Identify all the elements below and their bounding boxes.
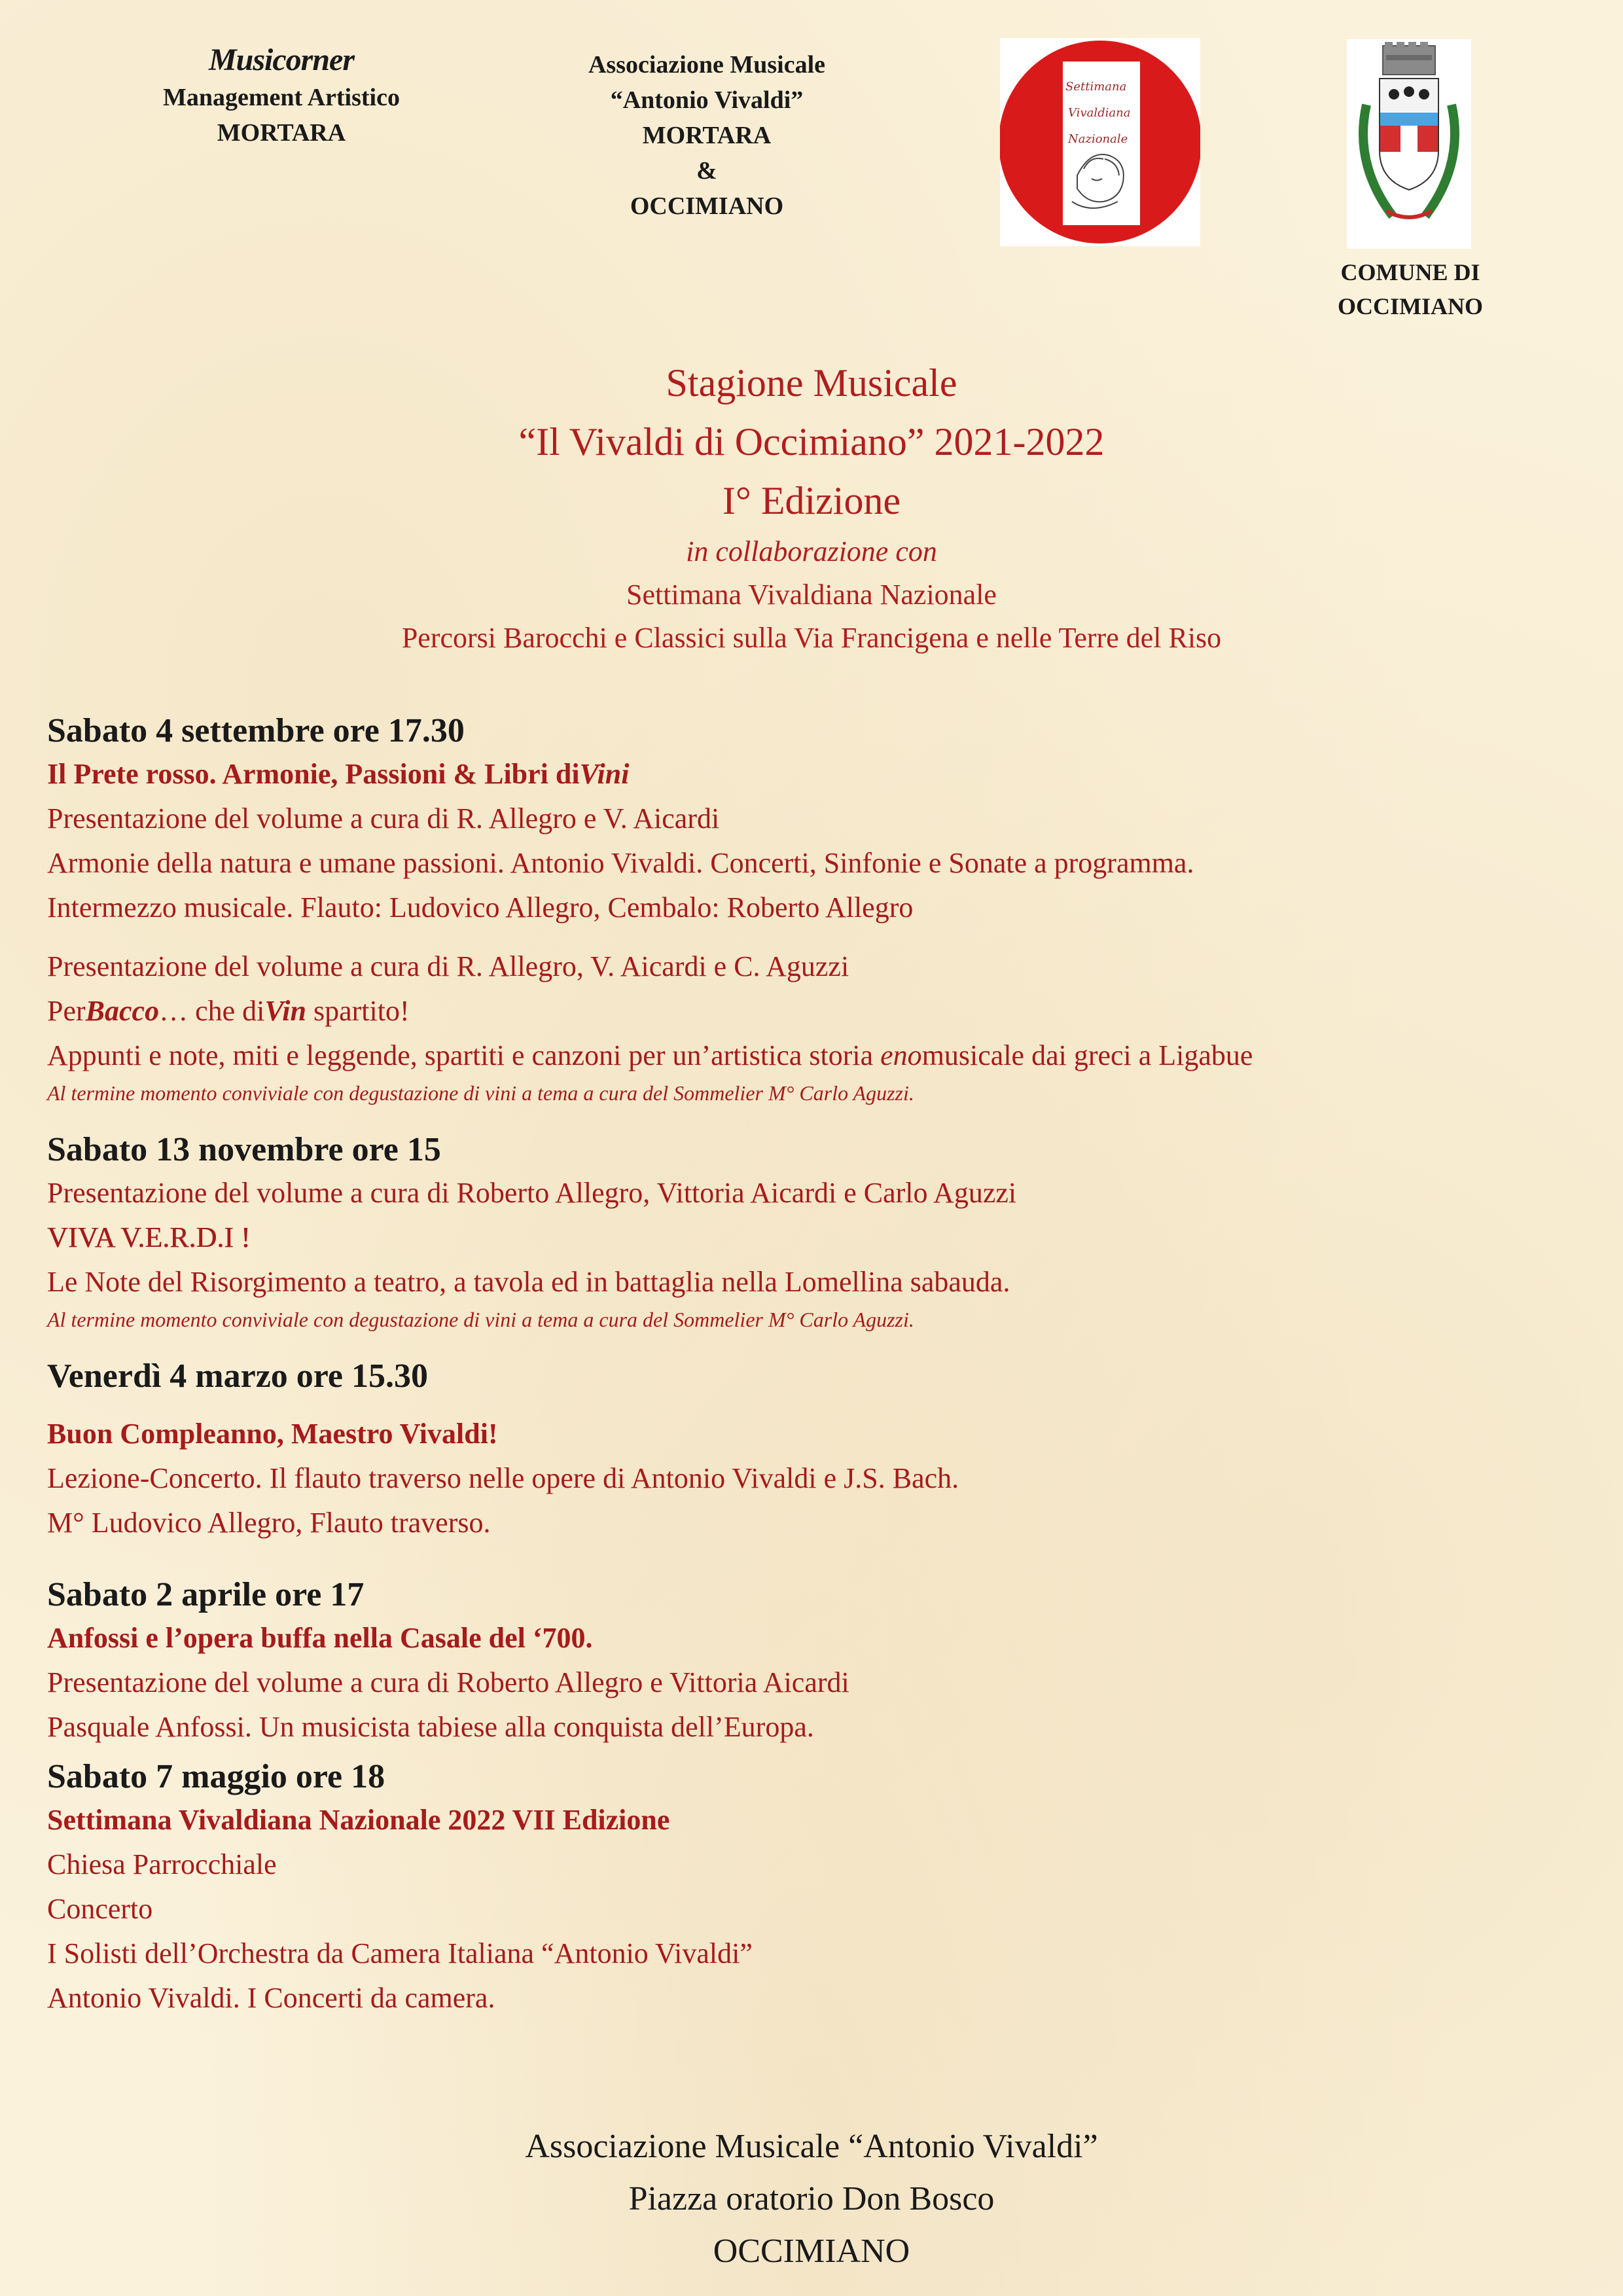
event-line: Armonie della natura e umane passioni. Antonio Vivaldi. Concerti, Sinfonie e Sonate a programma.: [47, 847, 1194, 879]
event-title-italic: Vini: [579, 758, 630, 790]
comune-label: [1302, 255, 1518, 323]
event-line: Le Note del Risorgimento a teatro, a tavola ed in battaglia nella Lomellina sabauda.: [47, 1266, 1010, 1298]
logo-text-3: Nazionale: [1068, 132, 1128, 146]
musicorner-subtitle: Management Artistico: [163, 84, 400, 111]
musicorner-city: MORTARA: [217, 119, 346, 147]
edition-label: I° Edizione: [722, 479, 901, 522]
event-note: Al termine momento conviviale con degustazione di vini a tema a cura del Sommelier M° Carlo Aguzzi.: [47, 1081, 914, 1105]
logo-text-1: Settimana: [1065, 80, 1127, 94]
footer-city: OCCIMIANO: [713, 2233, 910, 2270]
event-line: Presentazione del volume a cura di Roberto Allegro, Vittoria Aicardi e Carlo Aguzzi: [47, 1177, 1017, 1209]
text-span: … che di: [159, 995, 265, 1027]
musicorner-brand: Musicorner: [208, 43, 355, 77]
event-line: I Solisti dell’Orchestra da Camera Italiana “Antonio Vivaldi”: [47, 1937, 753, 1969]
season-name: “Il Vivaldi di Occimiano” 2021-2022: [518, 420, 1105, 463]
text-span-italic: eno: [880, 1039, 922, 1071]
event-line: Intermezzo musicale. Flauto: Ludovico Allegro, Cembalo: Roberto Allegro: [47, 891, 914, 924]
event-title: VIVA V.E.R.D.I !: [47, 1221, 251, 1253]
season-title-block: [0, 353, 1623, 660]
text-span: Appunti e note, miti e leggende, spartiti e canzoni per un’artistica storia: [47, 1039, 881, 1071]
season-title: Stagione Musicale: [666, 361, 957, 404]
comune-line-1: COMUNE DI: [1340, 259, 1480, 285]
event-line: [47, 1033, 1592, 1078]
event-schedule: [47, 704, 1592, 2020]
event-title: Buon Compleanno, Maestro Vivaldi!: [47, 1418, 498, 1450]
event-5: [47, 1756, 1592, 2020]
event-2: [47, 1129, 1592, 1335]
event-date: Venerdì 4 marzo ore 15.30: [47, 1357, 429, 1395]
association-city-2: OCCIMIANO: [630, 192, 784, 220]
footer-block: [0, 2121, 1623, 2278]
event-line: Pasquale Anfossi. Un musicista tabiese alla conquista dell’Europa.: [47, 1711, 814, 1743]
vivaldi-logo-graphic: [1000, 38, 1200, 246]
event-line: Lezione-Concerto. Il flauto traverso nelle opere di Antonio Vivaldi e J.S. Bach.: [47, 1462, 959, 1494]
collaboration-partner: Settimana Vivaldiana Nazionale: [626, 579, 997, 611]
event-line: Presentazione del volume a cura di R. Allegro, V. Aicardi e C. Aguzzi: [47, 950, 849, 982]
event-line: Chiesa Parrocchiale: [47, 1848, 277, 1880]
event-date: Sabato 7 maggio ore 18: [47, 1758, 385, 1795]
text-span-bold: Vin: [264, 995, 306, 1027]
association-name: Associazione Musicale: [588, 51, 825, 79]
event-date: Sabato 13 novembre ore 15: [47, 1131, 441, 1168]
association-amp: &: [696, 157, 717, 185]
association-city-1: MORTARA: [642, 122, 772, 149]
event-title-text: Il Prete rosso. Armonie, Passioni & Libri di: [47, 758, 580, 790]
text-span: musicale dai greci a Ligabue: [921, 1039, 1253, 1071]
event-book-title: [47, 989, 1592, 1033]
footer-association: Associazione Musicale “Antonio Vivaldi”: [525, 2128, 1098, 2165]
coat-of-arms-icon: [1347, 39, 1471, 249]
event-line: Antonio Vivaldi. I Concerti da camera.: [47, 1982, 495, 2014]
event-title: Settimana Vivaldiana Nazionale 2022 VII Edizione: [47, 1804, 670, 1836]
event-date: Sabato 4 settembre ore 17.30: [47, 712, 465, 749]
footer-address: Piazza oratorio Don Bosco: [628, 2180, 995, 2217]
musicorner-block: [131, 41, 432, 151]
event-line: Concerto: [47, 1893, 153, 1925]
event-line: M° Ludovico Allegro, Flauto traverso.: [47, 1507, 491, 1539]
text-span: spartito!: [306, 995, 410, 1027]
event-line: Presentazione del volume a cura di R. Allegro e V. Aicardi: [47, 802, 720, 834]
association-block: [524, 47, 890, 224]
association-vivaldi: “Antonio Vivaldi”: [610, 86, 804, 114]
event-date: Sabato 2 aprile ore 17: [47, 1576, 365, 1613]
event-title: [47, 752, 1592, 797]
collaboration-label: in collaborazione con: [686, 535, 937, 567]
text-span: Per: [47, 995, 86, 1027]
comune-line-2: OCCIMIANO: [1338, 293, 1483, 319]
collaboration-subtitle: Percorsi Barocchi e Classici sulla Via Francigena e nelle Terre del Riso: [401, 622, 1222, 654]
logo-text-2: Vivaldiana: [1068, 106, 1131, 120]
event-line: Presentazione del volume a cura di Roberto Allegro e Vittoria Aicardi: [47, 1666, 849, 1698]
event-4: [47, 1574, 1592, 1749]
event-1: [47, 710, 1592, 1108]
text-span-bold: Bacco: [85, 995, 160, 1027]
event-3: [47, 1355, 1592, 1545]
event-title: Anfossi e l’opera buffa nella Casale del ‘700.: [47, 1622, 593, 1654]
settimana-vivaldiana-logo: [1000, 38, 1200, 246]
comune-coat-of-arms: [1347, 39, 1471, 249]
event-note: Al termine momento conviviale con degustazione di vini a tema a cura del Sommelier M° Carlo Aguzzi.: [47, 1308, 914, 1331]
